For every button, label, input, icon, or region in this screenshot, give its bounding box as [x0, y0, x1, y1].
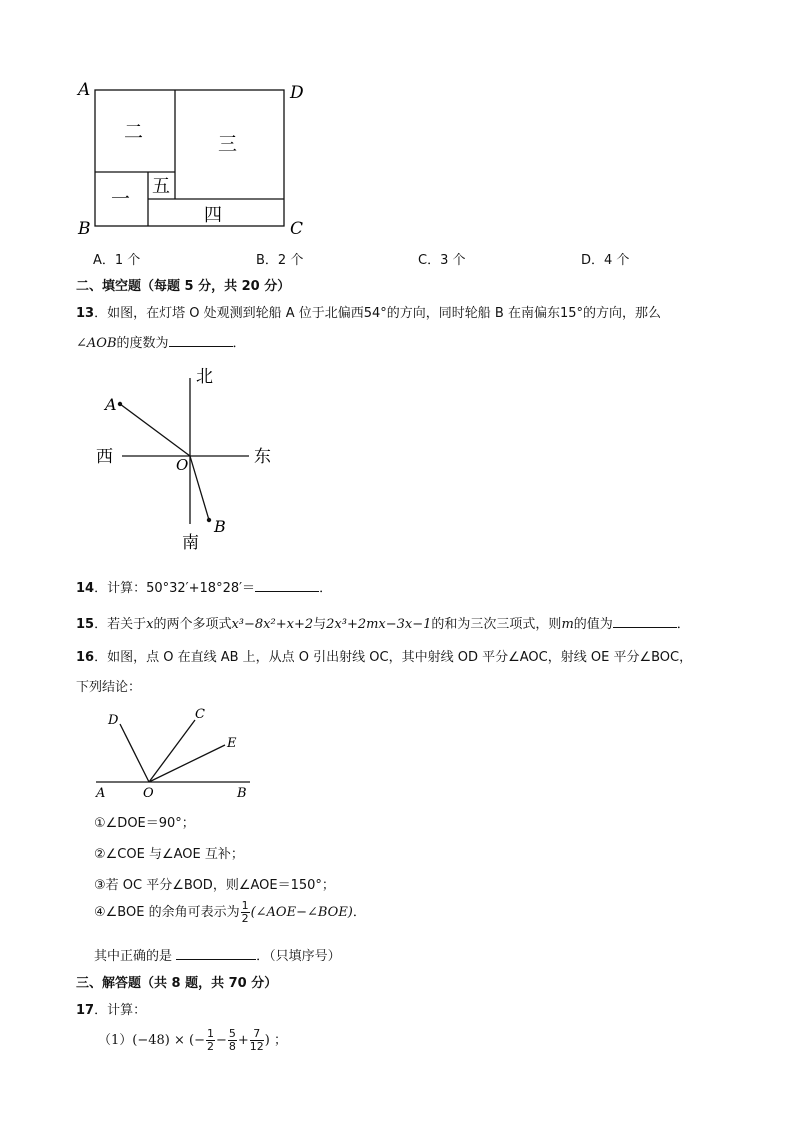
conclusion-4-end: ．: [352, 905, 366, 920]
question-15-text3: 与: [313, 617, 327, 632]
ray-ob: [190, 456, 209, 520]
plus-sign: +: [237, 1033, 249, 1048]
minus-sign: −: [215, 1033, 227, 1048]
option-c: C．3 个: [418, 253, 466, 268]
conclusion-1: ①∠DOE＝90°；: [94, 816, 195, 831]
region-five: 五: [152, 176, 170, 197]
f1-den: 2: [206, 1040, 214, 1053]
ray-od: [120, 724, 149, 782]
question-16-text: ．如图，点 O 在直线 AB 上，从点 O 引出射线 OC，其中射线 OD 平分∠AOC，射线 OE 平分∠BOC，: [94, 650, 693, 665]
label-D: D: [290, 83, 304, 103]
region-four: 四: [204, 205, 222, 226]
label-B: B: [78, 219, 91, 238]
region-three: 三: [218, 133, 238, 155]
option-a: A．1 个: [93, 253, 141, 268]
conclusion-4-expression: (∠AOE−∠BOE): [250, 905, 353, 920]
label-a-line: A: [96, 786, 106, 800]
conclusion-2: ②∠COE 与∠AOE 互补；: [94, 847, 244, 862]
question-15: [76, 613, 690, 632]
fraction-half: [241, 900, 250, 925]
question-16-answer: [94, 945, 341, 964]
option-d: D．4 个: [581, 253, 630, 268]
question-15-end: ．: [676, 617, 690, 632]
answer-prompt: 其中正确的是: [94, 949, 173, 964]
figure-rectangle-division: [74, 78, 314, 238]
question-14: [76, 577, 332, 596]
part1-end: ) ；: [264, 1033, 288, 1048]
label-o-line: O: [143, 786, 154, 800]
label-north: 北: [196, 367, 213, 387]
ray-oc: [149, 720, 195, 782]
question-15-text5: 的值为: [573, 617, 613, 632]
label-b-line: B: [237, 786, 247, 800]
label-south: 南: [182, 533, 199, 553]
conclusion-4-text: ④∠BOE 的余角可表示为: [94, 905, 240, 920]
question-16-line1: [76, 646, 692, 665]
question-13-line2: [76, 332, 246, 351]
polynomial-1: x³−8x²+x+2: [231, 617, 314, 632]
label-c: C: [195, 707, 205, 722]
question-17-text: ．计算：: [94, 1003, 147, 1018]
conclusion-4: [94, 900, 366, 926]
question-16-number: 16: [76, 650, 95, 665]
answer-blank-13[interactable]: [169, 333, 233, 347]
section-2-title: 二、填空题（每题 5 分，共 20 分）: [76, 279, 291, 294]
f3-num: 7: [250, 1028, 264, 1041]
fraction-denominator: 2: [241, 912, 249, 925]
question-14-text: ．计算：50°32′+18°28′＝: [94, 581, 256, 596]
ray-oe: [149, 745, 225, 782]
question-17-part1: [98, 1026, 287, 1056]
label-west: 西: [96, 447, 113, 467]
f3-den: 12: [249, 1040, 264, 1053]
variable-x: x: [146, 617, 154, 632]
label-A: A: [78, 80, 91, 100]
label-e: E: [227, 736, 237, 751]
figure-compass: [92, 362, 282, 554]
f2-num: 5: [228, 1027, 236, 1040]
question-13-line1: [76, 302, 661, 321]
label-b: B: [214, 517, 226, 536]
question-15-text1: ．若关于: [94, 617, 147, 632]
f2-den: 8: [228, 1040, 236, 1053]
fraction-numerator: 1: [241, 899, 249, 912]
question-17: [76, 999, 146, 1018]
option-b: B．2 个: [256, 253, 304, 268]
point-b: [207, 518, 211, 522]
figure-rays: [92, 702, 262, 800]
polynomial-2: 2x³+2mx−3x−1: [326, 617, 432, 632]
conclusion-3: ③若 OC 平分∠BOD，则∠AOE＝150°；: [94, 878, 335, 893]
region-one: 一: [111, 188, 131, 210]
question-13-text2: 的度数为: [116, 336, 169, 351]
question-13-text: ．如图，在灯塔 O 处观测到轮船 A 位于北偏西54°的方向，同时轮船 B 在南偏东15°的方向，那么: [94, 306, 662, 321]
ray-oa: [120, 404, 190, 456]
region-two: 二: [124, 121, 144, 143]
section-3-title: 三、解答题（共 8 题，共 70 分）: [76, 976, 278, 991]
answer-hint: ．（只填序号）: [256, 949, 341, 964]
label-east: 东: [254, 447, 271, 467]
answer-blank-15[interactable]: [613, 614, 677, 628]
question-15-text4: 的和为三次三项式，则: [431, 617, 562, 632]
question-14-number: 14: [76, 581, 95, 596]
angle-aob: ∠AOB: [76, 336, 117, 351]
question-17-number: 17: [76, 1003, 95, 1018]
label-a: A: [105, 395, 117, 414]
label-C: C: [290, 219, 304, 238]
label-o: O: [176, 456, 189, 474]
question-15-text2: 的两个多项式: [153, 617, 232, 632]
f1-num: 1: [206, 1027, 214, 1040]
question-15-number: 15: [76, 617, 95, 632]
part1-lead: （1）(−48) × (−: [98, 1033, 205, 1048]
fraction-1: [206, 1028, 215, 1053]
fraction-2: [228, 1028, 237, 1053]
question-13-number: 13: [76, 306, 95, 321]
variable-m: m: [561, 617, 574, 632]
question-16-line2: 下列结论：: [76, 680, 142, 695]
point-a: [118, 402, 122, 406]
fraction-3: [250, 1028, 264, 1053]
answer-blank-14[interactable]: [255, 578, 319, 592]
answer-blank-16[interactable]: [176, 946, 256, 960]
question-13-end: ．: [232, 336, 246, 351]
label-d: D: [108, 713, 119, 728]
question-14-end: ．: [319, 581, 333, 596]
